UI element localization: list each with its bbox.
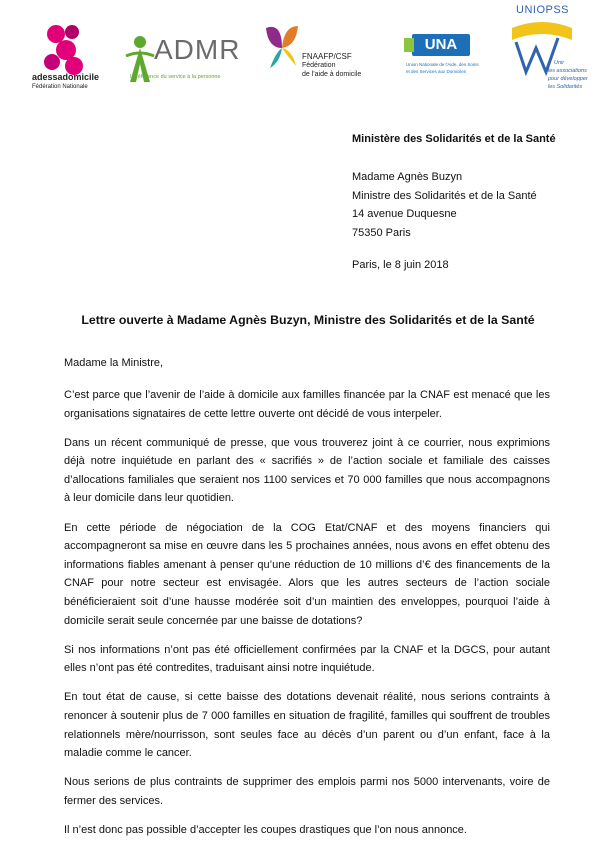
paragraph: C’est parce que l’avenir de l’aide à domicile aux familles financée par la CNAF est menacé que les organisations signataires de cette lettre ouverte ont décidé de vous interpeler. — [64, 389, 550, 420]
letter-title: Lettre ouverte à Madame Agnès Buzyn, Ministre des Solidarités et de la Santé — [81, 313, 535, 327]
fnaafp-logo — [262, 22, 382, 92]
admr-name: ADMR — [154, 34, 241, 65]
paragraph: Dans un récent communiqué de presse, que vous trouverez joint à ce courrier, nous exprimions déjà notre inquiétude en parlant des « sacrifiés » de l’action sociale et familiale des caisses d’allocations familiales que seraient nos 1100 services et 70 000 familles que nous accompagnons à leur domicile dans leur quotidien. — [64, 436, 550, 505]
fnaafp-butterfly-icon — [262, 22, 302, 74]
fnaafp-name: FNAAFP/CSF — [302, 52, 352, 61]
uniopss-tag1: Unir — [554, 60, 565, 66]
address-line: 75350 Paris — [352, 226, 411, 239]
address-line: Madame Agnès Buzyn — [352, 171, 463, 183]
una-accent — [404, 38, 414, 52]
paragraph: Il n’est donc pas possible d’accepter les coupes drastiques que l’on nous annonce. — [64, 823, 467, 836]
address-line: 14 avenue Duquesne — [352, 208, 457, 220]
recipient-header: Ministère des Solidarités et de la Santé — [352, 133, 556, 145]
address-line: Ministre des Solidarités et de la Santé — [352, 189, 537, 202]
adessadomicile-logo — [28, 22, 118, 102]
admr-tagline: la référence du service à la personne — [130, 74, 221, 80]
uniopss-tag3: pour développer — [548, 76, 588, 82]
una-sub1: Union Nationale de l'Aide, des Soins — [406, 62, 479, 67]
letter-body — [64, 386, 550, 850]
recipient-address — [352, 168, 537, 242]
paragraph: Si nos informations n’ont pas été officiellement confirmées par la CNAF et la DGCS, pour autant elles n’ont pas été contredites, traduisant ainsi notre inquiétude. — [64, 643, 550, 675]
uniopss-name: UNIOPSS — [516, 4, 570, 16]
uniopss-logo — [508, 4, 608, 106]
una-name: UNA — [424, 36, 458, 53]
paragraph: Nous serions de plus contraints de supprimer des emplois parmi nos 5000 intervenants, voire de fermer des services. — [64, 776, 550, 807]
admr-logo — [120, 30, 240, 90]
fnaafp-line2: Fédération — [302, 62, 336, 69]
fnaafp-line3: de l'aide à domicile — [302, 71, 362, 78]
paragraph: En cette période de négociation de la COG Etat/CNAF et des moyens financiers qui accompagneront sa mise en œuvre dans les 5 prochaines années, nous avons en effet obtenu des informations fiables amenant à penser qu’une réduction de 10 millions d’€ des financements de la CNAF pour notre secteur est envisagée. Alors que les autres secteurs de l’action sociale bénéficieraient soit d’une hausse modérée soit d’un maintien des enveloppes, pourquoi l’aide à domicile serait seule concernée par une baisse de dotations? — [64, 521, 550, 627]
uniopss-tag4: les Solidarités — [548, 84, 583, 90]
paragraph: En tout état de cause, si cette baisse des dotations devenait réalité, nous serions contraints à renoncer à soutenir plus de 7 000 familles en situation de fragilité, familles qui souffrent de troubles relationnels mère/nourrisson, sont seules face au décès d’un parent ou d’un enfant, face à la maladie comme le cancer. — [64, 691, 550, 760]
una-badge — [412, 34, 470, 56]
adessadomicile-name: adessadomicile — [32, 72, 100, 82]
letter-date: Paris, le 8 juin 2018 — [352, 259, 449, 271]
una-sub2: et des Services aux Domiciles — [406, 69, 467, 74]
adessadomicile-mark-icon — [28, 22, 118, 78]
logo-strip — [0, 0, 616, 110]
uniopss-tag2: les associations — [548, 68, 587, 74]
salutation: Madame la Ministre, — [64, 357, 164, 369]
adessadomicile-sub: Fédération Nationale — [32, 84, 88, 90]
una-logo — [398, 34, 498, 94]
